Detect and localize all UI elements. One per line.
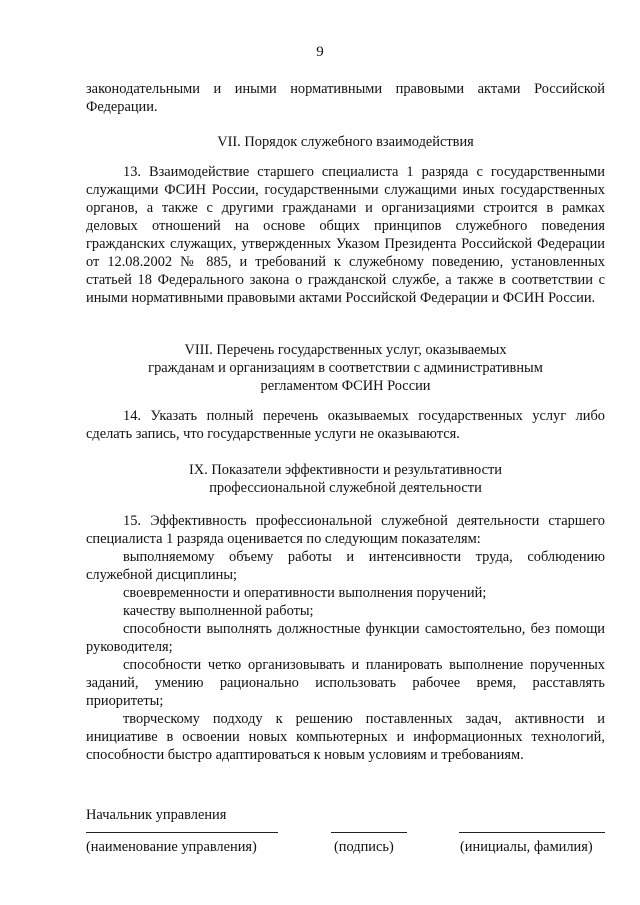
signatory-title: Начальник управления [86, 807, 227, 823]
paragraph-13: 13. Взаимодействие старшего специалиста 1 разряда с государственными служащими ФСИН России, государственными служащими иных государственных органов, а также с другими гражданами и организациями строится в рамках деловых отношений на основе общих принципов служебного поведения гражданских служащих, утвержденных Указом Президента Российской Федерации от 12.08.2002 № 885, и требований к служебному поведению, установленных статьей 18 Федерального закона о гражданской службе, а также в соответствии с иными нормативными правовыми актами Российской Федерации и ФСИН России. [86, 164, 605, 306]
list-item: качеству выполненной работы; [123, 603, 314, 619]
list-item: творческому подходу к решению поставленных задач, активности и инициативе в освоении новых компьютерных и информационных технологий, способности быстро адаптироваться к новым условиям и требованиям. [86, 711, 605, 763]
list-item: способности четко организовывать и планировать выполнение порученных заданий, умению рационально использовать рабочее время, расставлять приоритеты; [86, 657, 605, 709]
section-8-heading-line: гражданам и организациям в соответствии с административным [148, 360, 543, 376]
section-8-heading-line: VIII. Перечень государственных услуг, оказываемых [184, 342, 507, 358]
section-9-heading-line: профессиональной служебной деятельности [209, 480, 482, 496]
name-caption: (инициалы, фамилия) [460, 839, 593, 855]
list-item: выполняемому объему работы и интенсивности труда, соблюдению служебной дисциплины; [86, 549, 605, 583]
paragraph-14: 14. Указать полный перечень оказываемых государственных услуг либо сделать запись, что государственные услуги не оказываются. [86, 408, 605, 442]
paragraph-15: 15. Эффективность профессиональной служебной деятельности старшего специалиста 1 разряда оценивается по следующим показателям: [86, 513, 605, 547]
name-line [459, 832, 605, 833]
department-line [86, 832, 278, 833]
list-item: своевременности и оперативности выполнения поручений; [123, 585, 487, 601]
section-8-heading-line: регламентом ФСИН России [260, 378, 431, 394]
section-7-heading: VII. Порядок служебного взаимодействия [217, 134, 474, 150]
section-9-heading-line: IX. Показатели эффективности и результативности [189, 462, 502, 478]
signature-caption: (подпись) [334, 839, 394, 855]
signature-line [331, 832, 407, 833]
intro-paragraph: законодательными и иными нормативными правовыми актами Российской Федерации. [86, 81, 605, 115]
department-caption: (наименование управления) [86, 839, 257, 855]
page-number: 9 [316, 44, 324, 60]
list-item: способности выполнять должностные функции самостоятельно, без помощи руководителя; [86, 621, 605, 655]
